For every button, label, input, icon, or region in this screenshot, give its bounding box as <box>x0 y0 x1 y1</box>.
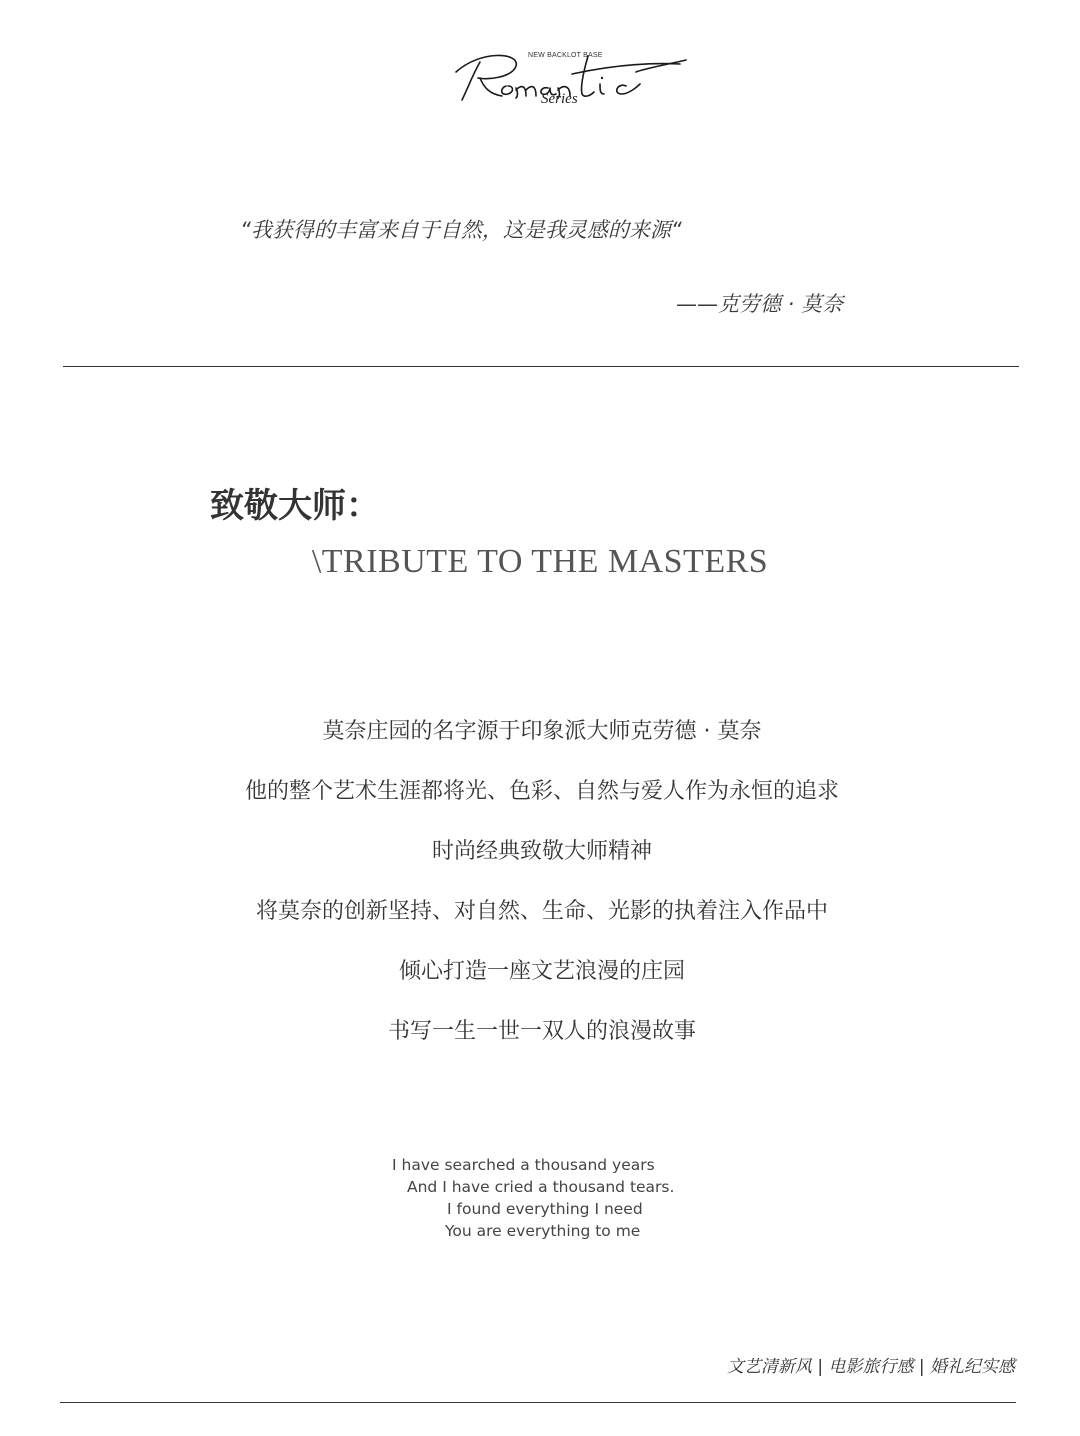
poem-line: I found everything I need <box>447 1200 643 1218</box>
english-poem <box>0 1154 1080 1242</box>
body-line: 他的整个艺术生涯都将光、色彩、自然与爱人作为永恒的追求 <box>244 779 839 804</box>
bottom-divider <box>60 1402 1016 1403</box>
section-title: 致敬大师： <box>210 486 380 526</box>
romantic-series-logo <box>450 42 690 122</box>
top-divider <box>63 366 1019 367</box>
section-subtitle: \TRIBUTE TO THE MASTERS <box>311 543 769 580</box>
quote-author: ——克劳德 · 莫奈 <box>676 292 844 316</box>
body-line: 莫奈庄园的名字源于印象派大师克劳德 · 莫奈 <box>322 719 762 744</box>
logo-series-text: Series <box>541 91 578 107</box>
body-text <box>0 712 1080 1072</box>
body-line: 时尚经典致敬大师精神 <box>431 839 652 864</box>
monet-quote: “我获得的丰富来自于自然，这是我灵感的来源“ <box>240 218 682 242</box>
logo-top-text: NEW BACKLOT BASE <box>528 52 603 59</box>
poem-line: I have searched a thousand years <box>392 1156 655 1174</box>
footer-style-tags: 文艺清新风 | 电影旅行感 | 婚礼纪实感 <box>726 1357 1015 1377</box>
body-line: 倾心打造一座文艺浪漫的庄园 <box>398 959 685 984</box>
poem-line: And I have cried a thousand tears. <box>407 1178 675 1196</box>
poem-line: You are everything to me <box>445 1222 641 1240</box>
body-line: 书写一生一世一双人的浪漫故事 <box>387 1019 696 1044</box>
body-line: 将莫奈的创新坚持、对自然、生命、光影的执着注入作品中 <box>255 899 828 924</box>
